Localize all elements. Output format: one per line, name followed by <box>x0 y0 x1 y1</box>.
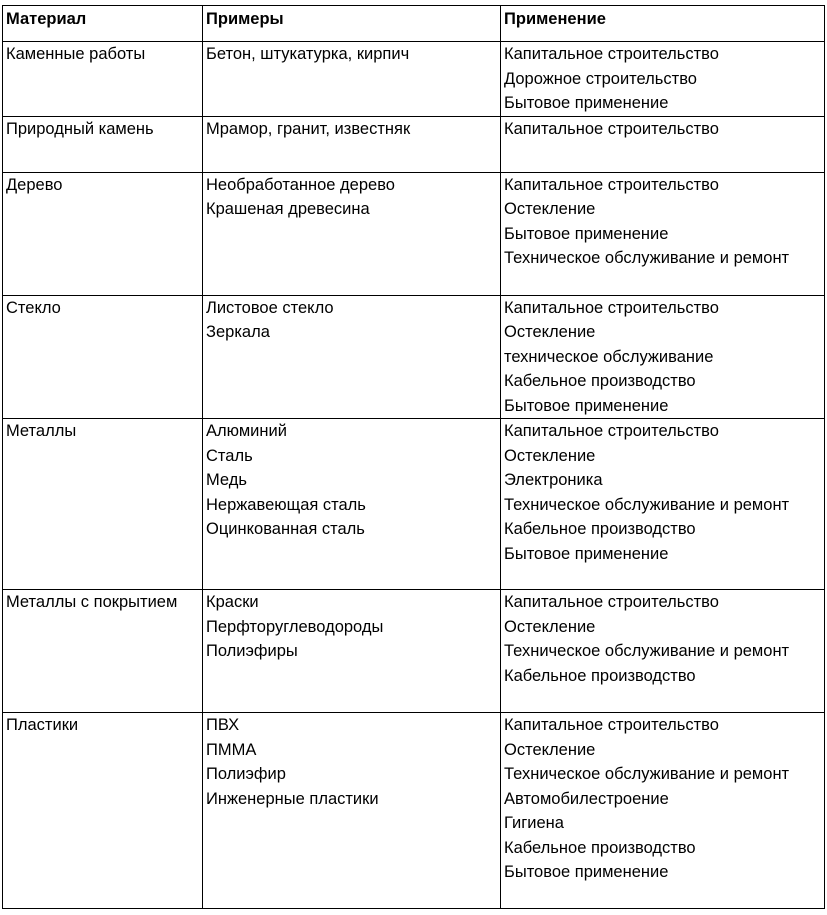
application-item: Остекление <box>504 200 596 218</box>
application-item: Капитальное строительство <box>504 716 719 734</box>
header-material: Материал <box>3 6 203 42</box>
application-item: Техническое обслуживание и ремонт <box>504 495 790 514</box>
examples-cell <box>203 590 501 713</box>
example-item: Необработанное дерево <box>206 175 395 194</box>
applications-cell <box>501 42 825 117</box>
application-item: Капитальное строительство <box>504 119 719 138</box>
applications-cell <box>501 713 825 909</box>
materials-table <box>2 5 825 909</box>
applications-cell <box>501 172 825 295</box>
example-item: Крашеная древесина <box>206 200 370 218</box>
example-item: Полиэфир <box>206 765 286 783</box>
material-cell <box>3 713 203 909</box>
application-item: Капитальное строительство <box>504 593 719 611</box>
header-applications: Применение <box>501 6 825 42</box>
example-item: Инженерные пластики <box>206 789 379 808</box>
example-item: Медь <box>206 471 247 489</box>
application-item: Остекление <box>504 446 596 465</box>
example-item: Сталь <box>206 446 253 465</box>
material-cell <box>3 295 203 419</box>
example-item: ПВХ <box>206 716 240 734</box>
example-item: Бетон, штукатурка, кирпич <box>206 45 410 63</box>
application-item: Автомобилестроение <box>504 789 669 808</box>
material-cell <box>3 42 203 117</box>
table-row <box>3 419 825 590</box>
example-item: Листовое стекло <box>206 298 334 317</box>
application-item: Капитальное строительство <box>504 45 719 63</box>
example-item: Нержавеющая сталь <box>206 495 366 514</box>
application-item: Электроника <box>504 471 603 489</box>
material-name: Стекло <box>6 298 61 317</box>
material-name: Природный камень <box>6 119 154 138</box>
applications-cell <box>501 590 825 713</box>
examples-cell <box>203 172 501 295</box>
applications-cell <box>501 295 825 419</box>
table-row <box>3 713 825 909</box>
material-cell <box>3 172 203 295</box>
applications-cell <box>501 419 825 590</box>
material-cell <box>3 419 203 590</box>
table-row <box>3 42 825 117</box>
application-item: Бытовое применение <box>504 544 669 563</box>
header-row <box>3 6 825 42</box>
application-item: Остекление <box>504 740 596 759</box>
examples-cell <box>203 295 501 419</box>
example-item: Краски <box>206 593 259 611</box>
application-item: Кабельное производство <box>504 520 696 538</box>
examples-cell <box>203 713 501 909</box>
table-row <box>3 172 825 295</box>
application-item: Бытовое применение <box>504 863 669 881</box>
application-item: Капитальное строительство <box>504 175 719 194</box>
material-cell <box>3 590 203 713</box>
application-item: Техническое обслуживание и ремонт <box>504 249 790 267</box>
application-item: Кабельное производство <box>504 838 696 857</box>
application-item: Техническое обслуживание и ремонт <box>504 642 790 660</box>
table-body <box>3 42 825 909</box>
application-item: Остекление <box>504 323 596 341</box>
application-item: Кабельное производство <box>504 372 696 390</box>
example-item: Зеркала <box>206 323 270 341</box>
material-name: Каменные работы <box>6 45 146 63</box>
application-item: Кабельное производство <box>504 666 696 685</box>
table-row <box>3 590 825 713</box>
example-item: Мрамор, гранит, известняк <box>206 119 411 138</box>
application-item: Бытовое применение <box>504 94 669 112</box>
application-item: Капитальное строительство <box>504 422 719 440</box>
material-cell <box>3 116 203 172</box>
application-item: Бытовое применение <box>504 224 669 243</box>
application-item: Техническое обслуживание и ремонт <box>504 765 790 783</box>
application-item: Гигиена <box>504 814 564 832</box>
example-item: Алюминий <box>206 422 287 440</box>
applications-cell <box>501 116 825 172</box>
table-row <box>3 116 825 172</box>
material-name: Металлы <box>6 422 77 440</box>
material-name: Пластики <box>6 716 79 734</box>
material-name: Дерево <box>6 175 63 194</box>
example-item: Перфторуглеводороды <box>206 617 384 636</box>
application-item: Капитальное строительство <box>504 298 719 317</box>
example-item: Оцинкованная сталь <box>206 520 365 538</box>
application-item: Дорожное строительство <box>504 69 697 88</box>
examples-cell <box>203 419 501 590</box>
application-item: Бытовое применение <box>504 396 669 415</box>
application-item: техническое обслуживание <box>504 347 714 366</box>
examples-cell <box>203 42 501 117</box>
material-name: Металлы с покрытием <box>6 593 178 611</box>
example-item: Полиэфиры <box>206 642 298 660</box>
table-row <box>3 295 825 419</box>
example-item: ПММА <box>206 740 257 759</box>
header-examples: Примеры <box>203 6 501 42</box>
application-item: Остекление <box>504 617 596 636</box>
examples-cell <box>203 116 501 172</box>
